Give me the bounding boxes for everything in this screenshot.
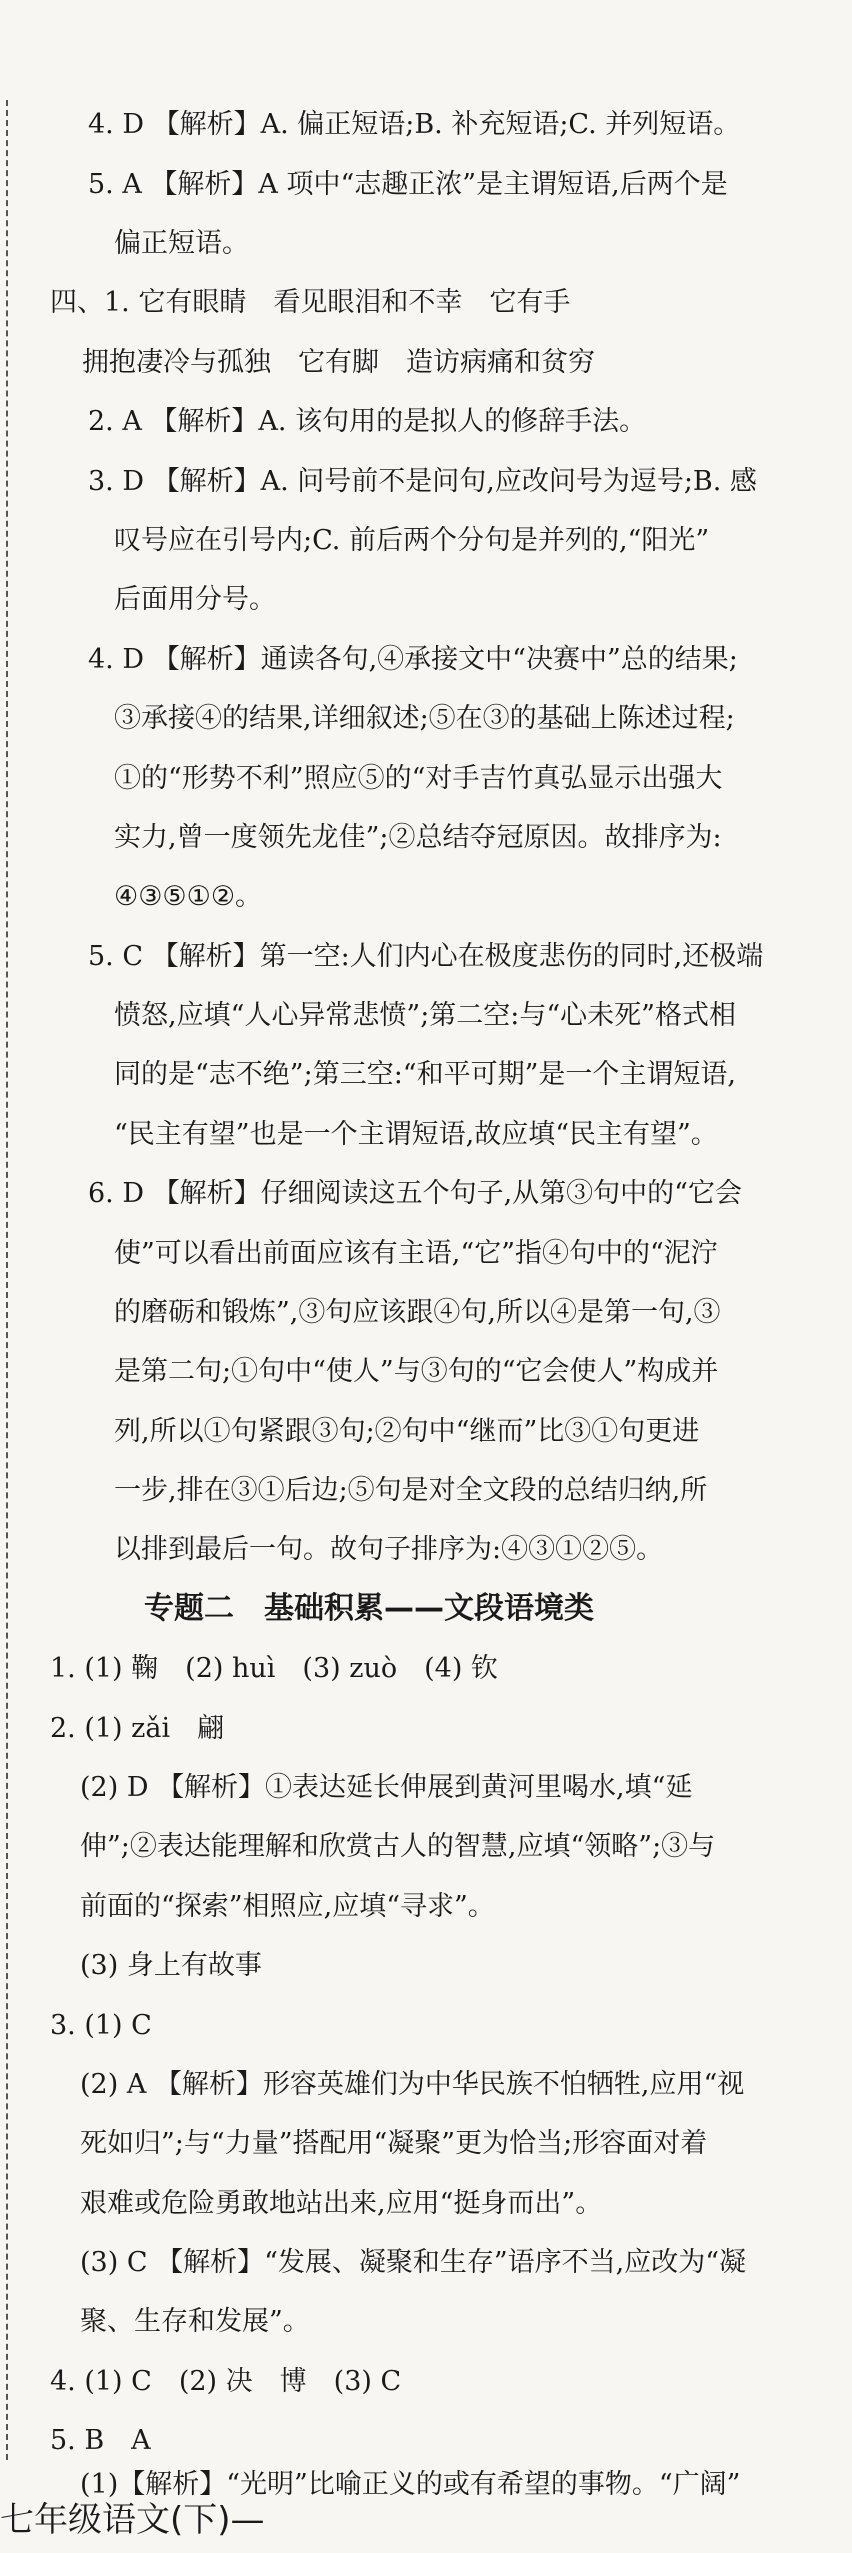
text-line: 3. D 【解析】A. 问号前不是问句,应改问号为逗号;B. 感 xyxy=(88,466,757,497)
text-line: 使”可以看出前面应该有主语,“它”指④句中的“泥泞 xyxy=(114,1238,718,1269)
text-line: 2. A 【解析】A. 该句用的是拟人的修辞手法。 xyxy=(88,406,647,437)
text-line: “民主有望”也是一个主谓短语,故应填“民主有望”。 xyxy=(114,1119,718,1150)
text-line: 愤怒,应填“人心异常悲愤”;第二空:与“心未死”格式相 xyxy=(114,1000,736,1031)
text-line: 4. D 【解析】A. 偏正短语;B. 补充短语;C. 并列短语。 xyxy=(88,109,741,140)
text-line: ④③⑤①②。 xyxy=(114,881,263,912)
text-line: 伸”;②表达能理解和欣赏古人的智慧,应填“领略”;③与 xyxy=(80,1831,716,1862)
page-footer: 七年级语文(下)— xyxy=(0,2500,265,2540)
text-line: 拥抱凄冷与孤独 它有脚 造访病痛和贫穷 xyxy=(82,347,595,378)
text-line: 列,所以①句紧跟③句;②句中“继而”比③①句更进 xyxy=(114,1416,700,1447)
text-line: (1)【解析】“光明”比喻正义的或有希望的事物。“广阔” xyxy=(80,2469,741,2500)
text-line: 3. (1) C xyxy=(50,2010,152,2041)
text-line: 聚、生存和发展”。 xyxy=(80,2306,310,2337)
text-line: 5. B A xyxy=(50,2425,151,2456)
text-line: 同的是“志不绝”;第三空:“和平可期”是一个主谓短语, xyxy=(114,1059,736,1090)
text-line: (3) C 【解析】“发展、凝聚和生存”语序不当,应改为“凝 xyxy=(80,2247,747,2278)
text-line: 1. (1) 鞠 (2) huì (3) zuò (4) 钦 xyxy=(50,1653,498,1684)
text-line: 前面的“探索”相照应,应填“寻求”。 xyxy=(80,1891,495,1922)
text-line: 4. (1) C (2) 决 博 (3) C xyxy=(50,2366,402,2397)
text-line: (2) A 【解析】形容英雄们为中华民族不怕牺牲,应用“视 xyxy=(80,2069,745,2100)
text-line: 四、1. 它有眼睛 看见眼泪和不幸 它有手 xyxy=(50,287,571,318)
text-line: (3) 身上有故事 xyxy=(80,1950,262,1981)
text-line: 一步,排在③①后边;⑤句是对全文段的总结归纳,所 xyxy=(114,1475,708,1506)
text-line: 2. (1) zǎi 翩 xyxy=(50,1713,225,1744)
text-line: 以排到最后一句。故句子排序为:④③①②⑤。 xyxy=(114,1534,664,1565)
text-line: 5. C 【解析】第一空:人们内心在极度悲伤的同时,还极端 xyxy=(88,941,764,972)
section-heading: 专题二 基础积累——文段语境类 xyxy=(144,1591,594,1626)
text-line: 的磨砺和锻炼”,③句应该跟④句,所以④是第一句,③ xyxy=(114,1297,721,1328)
text-line: (2) D 【解析】①表达延长伸展到黄河里喝水,填“延 xyxy=(80,1772,693,1803)
text-line: 后面用分号。 xyxy=(114,584,276,615)
text-line: 6. D 【解析】仔细阅读这五个句子,从第③句中的“它会 xyxy=(88,1178,742,1209)
text-line: 4. D 【解析】通读各句,④承接文中“决赛中”总的结果; xyxy=(88,644,738,675)
text-line: 死如归”;与“力量”搭配用“凝聚”更为恰当;形容面对着 xyxy=(80,2128,708,2159)
text-line: 实力,曾一度领先龙佳”;②总结夺冠原因。故排序为: xyxy=(114,822,722,853)
binding-margin-rule xyxy=(6,100,8,2460)
text-line: 是第二句;①句中“使人”与③句的“它会使人”构成并 xyxy=(114,1356,719,1387)
text-line: 叹号应在引号内;C. 前后两个分句是并列的,“阳光” xyxy=(114,525,710,556)
text-line: 艰难或危险勇敢地站出来,应用“挺身而出”。 xyxy=(80,2188,603,2219)
text-line: 偏正短语。 xyxy=(114,228,249,259)
text-line: ①的“形势不利”照应⑤的“对手吉竹真弘显示出强大 xyxy=(114,763,723,794)
text-line: ③承接④的结果,详细叙述;⑤在③的基础上陈述过程; xyxy=(114,703,735,734)
text-line: 5. A 【解析】A 项中“志趣正浓”是主谓短语,后两个是 xyxy=(88,169,728,200)
